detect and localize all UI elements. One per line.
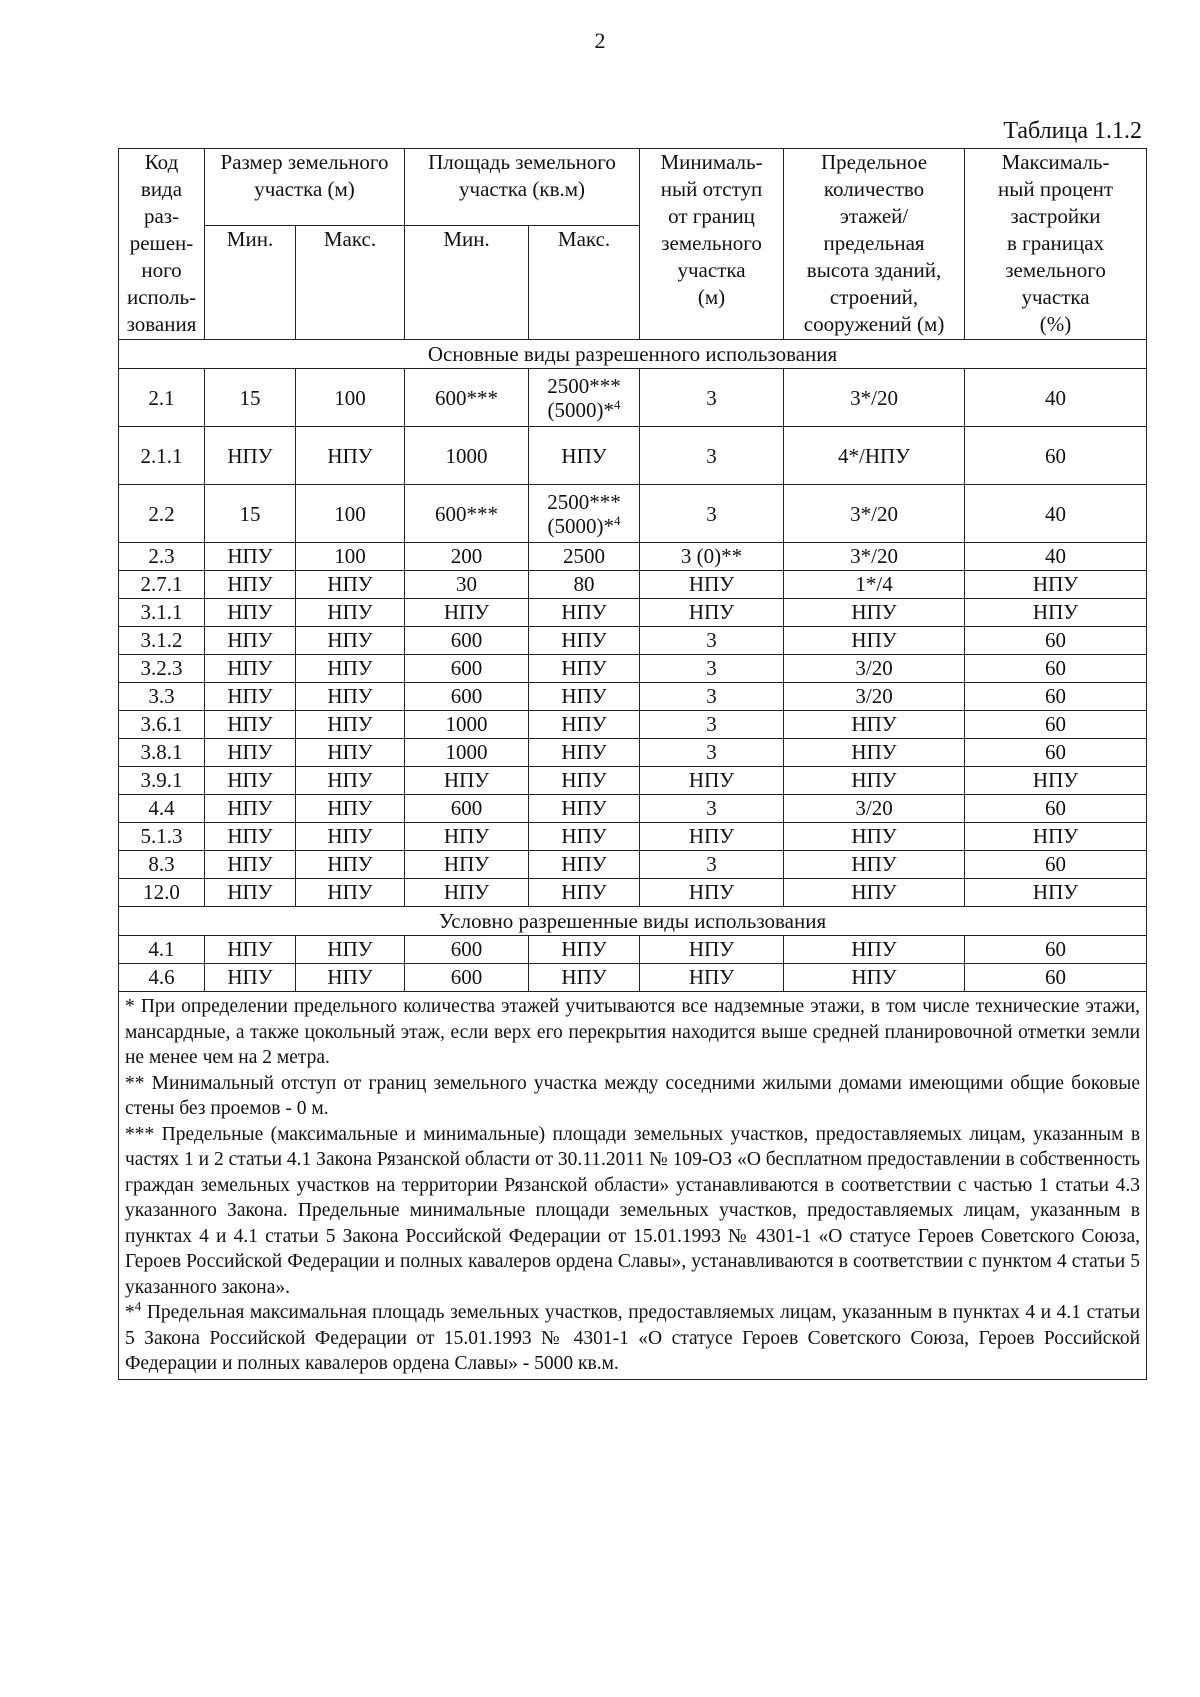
cell-coverage: 60 <box>965 795 1147 823</box>
cell-area-max: НПУ <box>529 739 640 767</box>
cell-floors: НПУ <box>784 964 965 992</box>
cell-area-min: НПУ <box>405 879 529 907</box>
header-setback: Минималь- ный отступ от границ земельного участка (м) <box>640 149 784 340</box>
table-row <box>119 711 1147 739</box>
area-max-line2: (5000)* <box>547 397 615 422</box>
cell-coverage: НПУ <box>965 823 1147 851</box>
cell-coverage: НПУ <box>965 571 1147 599</box>
cell-size-max: НПУ <box>296 627 405 655</box>
cell-setback: 3 <box>640 427 784 485</box>
section-main: Основные виды разрешенного использования <box>119 340 1147 369</box>
area-max-line2: (5000)* <box>547 513 615 538</box>
cell-size-min: НПУ <box>205 599 296 627</box>
cell-area-max: НПУ <box>529 795 640 823</box>
cell-floors: 4*/НПУ <box>784 427 965 485</box>
cell-coverage: НПУ <box>965 767 1147 795</box>
cell-size-min: НПУ <box>205 711 296 739</box>
table-row <box>119 599 1147 627</box>
cell-code: 8.3 <box>119 851 205 879</box>
cell-code: 2.1 <box>119 369 205 427</box>
cell-coverage: 40 <box>965 485 1147 543</box>
cell-floors: НПУ <box>784 739 965 767</box>
cell-setback: НПУ <box>640 936 784 964</box>
regulations-table <box>118 148 1147 1380</box>
cell-coverage: 60 <box>965 655 1147 683</box>
cell-size-min: НПУ <box>205 739 296 767</box>
table-row <box>119 627 1147 655</box>
header-area-min: Мин. <box>405 226 529 340</box>
cell-floors: 3*/20 <box>784 543 965 571</box>
area-max-line1: 2500*** <box>547 489 621 514</box>
cell-area-min: 30 <box>405 571 529 599</box>
cell-setback: НПУ <box>640 767 784 795</box>
cell-floors: НПУ <box>784 599 965 627</box>
footnote-n1: * При определении предельного количества этажей учитываются все надземные этажи, в том числе технические этажи, мансардные, а также цокольный этаж, если верх его перекрытия находится выше средней планировочной отметки земли не менее чем на 2 метра. <box>125 996 1141 1068</box>
cell-size-min: 15 <box>205 369 296 427</box>
table-row <box>119 655 1147 683</box>
cell-area-min: 600 <box>405 936 529 964</box>
cell-floors: 3/20 <box>784 655 965 683</box>
header-size-min: Мин. <box>205 226 296 340</box>
cell-size-max: НПУ <box>296 599 405 627</box>
cell-area-max: НПУ <box>529 599 640 627</box>
cell-setback: НПУ <box>640 879 784 907</box>
cell-area-min: 600 <box>405 795 529 823</box>
cell-size-max: НПУ <box>296 427 405 485</box>
cell-code: 4.6 <box>119 964 205 992</box>
cell-area-min: 600 <box>405 627 529 655</box>
cell-floors: НПУ <box>784 879 965 907</box>
table-row <box>119 767 1147 795</box>
cell-code: 3.3 <box>119 683 205 711</box>
cell-area-min: НПУ <box>405 851 529 879</box>
header-area: Площадь земельного участка (кв.м) <box>405 149 640 226</box>
cell-size-max: 100 <box>296 543 405 571</box>
footnote-n2: ** Минимальный отступ от границ земельного участка между соседними жилыми домами имеющими общие боковые стены без проемов - 0 м. <box>125 1072 1141 1119</box>
cell-size-min: НПУ <box>205 427 296 485</box>
cell-code: 4.1 <box>119 936 205 964</box>
cell-code: 3.2.3 <box>119 655 205 683</box>
cell-setback: 3 <box>640 711 784 739</box>
table-row <box>119 823 1147 851</box>
cell-code: 3.6.1 <box>119 711 205 739</box>
table-row <box>119 964 1147 992</box>
cell-size-min: НПУ <box>205 964 296 992</box>
cell-code: 3.8.1 <box>119 739 205 767</box>
cell-coverage: 60 <box>965 711 1147 739</box>
cell-area-max: НПУ <box>529 655 640 683</box>
cell-setback: 3 <box>640 627 784 655</box>
cell-setback: 3 (0)** <box>640 543 784 571</box>
table-row <box>119 543 1147 571</box>
cell-area-max: НПУ <box>529 851 640 879</box>
table-row <box>119 936 1147 964</box>
cell-size-max: НПУ <box>296 936 405 964</box>
cell-floors: НПУ <box>784 627 965 655</box>
cell-area-min: 1000 <box>405 739 529 767</box>
cell-floors: 3*/20 <box>784 485 965 543</box>
header-size: Размер земельного участка (м) <box>205 149 405 226</box>
cell-area-max <box>529 485 640 543</box>
footnotes <box>119 992 1147 1380</box>
cell-area-max: НПУ <box>529 627 640 655</box>
section-conditional: Условно разрешенные виды использования <box>119 907 1147 936</box>
table-row <box>119 427 1147 485</box>
table-row <box>119 739 1147 767</box>
cell-area-max: НПУ <box>529 936 640 964</box>
cell-size-max: НПУ <box>296 851 405 879</box>
cell-code: 2.7.1 <box>119 571 205 599</box>
cell-area-min: 600 <box>405 683 529 711</box>
cell-area-min: 600*** <box>405 485 529 543</box>
cell-size-min: НПУ <box>205 767 296 795</box>
cell-area-min: 1000 <box>405 711 529 739</box>
cell-setback: 3 <box>640 851 784 879</box>
cell-size-min: НПУ <box>205 823 296 851</box>
cell-code: 2.2 <box>119 485 205 543</box>
cell-setback: 3 <box>640 369 784 427</box>
area-max-line1: 2500*** <box>547 373 621 398</box>
cell-area-max: НПУ <box>529 823 640 851</box>
footnote-n4-mark: * <box>125 1302 135 1323</box>
cell-floors: НПУ <box>784 711 965 739</box>
footnote-sup: 4 <box>614 512 621 528</box>
table-row <box>119 683 1147 711</box>
cell-floors: НПУ <box>784 823 965 851</box>
cell-size-max: НПУ <box>296 767 405 795</box>
cell-area-max <box>529 369 640 427</box>
cell-size-min: НПУ <box>205 655 296 683</box>
cell-area-max: НПУ <box>529 767 640 795</box>
cell-size-min: НПУ <box>205 936 296 964</box>
cell-floors: НПУ <box>784 936 965 964</box>
cell-code: 2.1.1 <box>119 427 205 485</box>
cell-area-min: 600 <box>405 655 529 683</box>
cell-size-max: НПУ <box>296 823 405 851</box>
cell-size-max: 100 <box>296 369 405 427</box>
footnote-n4-text: Предельная максимальная площадь земельных участков, предоставляемых лицам, указанным в пунктах 4 и 4.1 статьи 5 Закона Российской Федерации от 15.01.1993 № 4301-1 «О статусе Героев Советского Союза, Героев Российской Федерации и полных кавалеров ордена Славы» - 5000 кв.м. <box>125 1302 1141 1374</box>
header-code: Код вида раз- решен- ного исполь- зования <box>119 149 205 340</box>
cell-coverage: НПУ <box>965 599 1147 627</box>
cell-size-max: НПУ <box>296 795 405 823</box>
cell-coverage: 60 <box>965 683 1147 711</box>
cell-size-max: НПУ <box>296 739 405 767</box>
cell-setback: НПУ <box>640 571 784 599</box>
cell-area-min: НПУ <box>405 767 529 795</box>
cell-area-max: НПУ <box>529 964 640 992</box>
cell-floors: 1*/4 <box>784 571 965 599</box>
footnote-n4 <box>125 1300 1140 1377</box>
cell-setback: 3 <box>640 655 784 683</box>
cell-area-max: НПУ <box>529 683 640 711</box>
cell-code: 2.3 <box>119 543 205 571</box>
table-caption: Таблица 1.1.2 <box>1003 118 1142 144</box>
cell-coverage: 60 <box>965 427 1147 485</box>
cell-size-min: НПУ <box>205 543 296 571</box>
cell-code: 3.9.1 <box>119 767 205 795</box>
cell-size-max: НПУ <box>296 683 405 711</box>
cell-size-min: НПУ <box>205 683 296 711</box>
cell-setback: НПУ <box>640 599 784 627</box>
table-row <box>119 485 1147 543</box>
footnote-sup: 4 <box>614 396 621 412</box>
cell-setback: 3 <box>640 485 784 543</box>
cell-floors: 3/20 <box>784 683 965 711</box>
cell-coverage: 40 <box>965 543 1147 571</box>
cell-floors: 3*/20 <box>784 369 965 427</box>
cell-code: 5.1.3 <box>119 823 205 851</box>
cell-setback: 3 <box>640 795 784 823</box>
cell-size-max: НПУ <box>296 571 405 599</box>
page-number: 2 <box>594 28 606 53</box>
table-row <box>119 851 1147 879</box>
table-row <box>119 571 1147 599</box>
cell-area-max: 80 <box>529 571 640 599</box>
cell-setback: 3 <box>640 683 784 711</box>
cell-coverage: 60 <box>965 851 1147 879</box>
cell-size-min: НПУ <box>205 851 296 879</box>
cell-coverage: 60 <box>965 936 1147 964</box>
cell-code: 4.4 <box>119 795 205 823</box>
cell-coverage: 60 <box>965 627 1147 655</box>
cell-area-min: НПУ <box>405 823 529 851</box>
cell-code: 3.1.1 <box>119 599 205 627</box>
cell-coverage: НПУ <box>965 879 1147 907</box>
table-row <box>119 795 1147 823</box>
cell-area-min: 600*** <box>405 369 529 427</box>
cell-code: 3.1.2 <box>119 627 205 655</box>
cell-area-min: 1000 <box>405 427 529 485</box>
header-coverage: Максималь- ный процент застройки в границах земельного участка (%) <box>965 149 1147 340</box>
cell-size-max: НПУ <box>296 711 405 739</box>
header-floors: Предельное количество этажей/ предельная высота зданий, строений, сооружений (м) <box>784 149 965 340</box>
cell-size-max: НПУ <box>296 879 405 907</box>
table-row <box>119 369 1147 427</box>
cell-coverage: 60 <box>965 964 1147 992</box>
cell-size-max: НПУ <box>296 964 405 992</box>
cell-area-max: НПУ <box>529 879 640 907</box>
cell-area-min: 600 <box>405 964 529 992</box>
footnote-n3: *** Предельные (максимальные и минимальные) площади земельных участков, предоставляемых лицам, указанным в частях 1 и 2 статьи 4.1 Закона Рязанской области от 30.11.2011 № 109-ОЗ «О бесплатном предоставлении в собственность граждан земельных участков на территории Рязанской области» устанавливаются в соответствии с частью 1 статьи 4.3 указанного Закона. Предельные минимальные площади земельных участков, предоставляемых лицам, указанным в пунктах 4 и 4.1 статьи 5 Закона Российской Федерации от 15.01.1993 № 4301-1 «О статусе Героев Советского Союза, Героев Российской Федерации и полных кавалеров ордена Славы», устанавливаются в соответствии с пунктом 4 статьи 5 указанного закона». <box>125 1123 1141 1298</box>
cell-setback: НПУ <box>640 823 784 851</box>
footnote-n4-sup: 4 <box>134 1298 142 1314</box>
cell-code: 12.0 <box>119 879 205 907</box>
header-size-max: Макс. <box>296 226 405 340</box>
cell-coverage: 60 <box>965 739 1147 767</box>
cell-setback: НПУ <box>640 964 784 992</box>
cell-area-min: НПУ <box>405 599 529 627</box>
cell-setback: 3 <box>640 739 784 767</box>
table-row <box>119 879 1147 907</box>
cell-floors: 3/20 <box>784 795 965 823</box>
cell-size-min: НПУ <box>205 627 296 655</box>
cell-area-max: НПУ <box>529 427 640 485</box>
cell-area-max: 2500 <box>529 543 640 571</box>
cell-area-max: НПУ <box>529 711 640 739</box>
cell-size-min: НПУ <box>205 795 296 823</box>
cell-floors: НПУ <box>784 767 965 795</box>
cell-size-max: НПУ <box>296 655 405 683</box>
cell-size-min: НПУ <box>205 571 296 599</box>
cell-area-min: 200 <box>405 543 529 571</box>
cell-floors: НПУ <box>784 851 965 879</box>
cell-coverage: 40 <box>965 369 1147 427</box>
cell-size-min: НПУ <box>205 879 296 907</box>
cell-size-min: 15 <box>205 485 296 543</box>
header-area-max: Макс. <box>529 226 640 340</box>
cell-size-max: 100 <box>296 485 405 543</box>
